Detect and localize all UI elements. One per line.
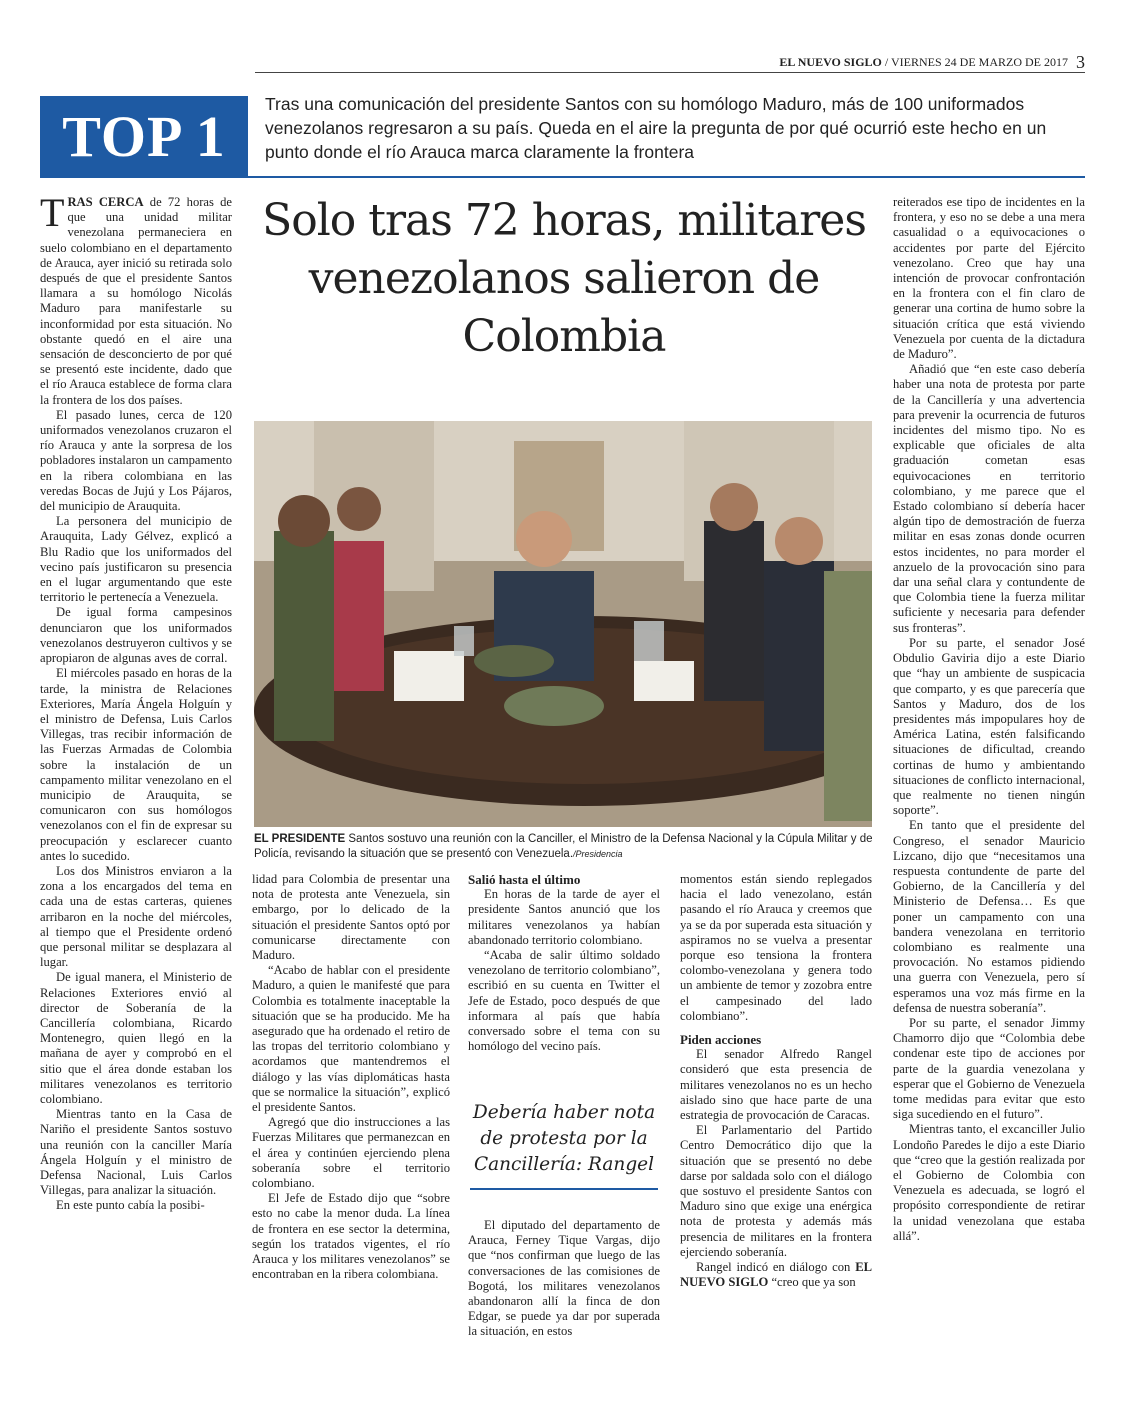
paragraph: Rangel indicó en diálogo con EL NUEVO SIGLO “creo que ya son: [680, 1260, 872, 1290]
page-header: EL NUEVO SIGLO / VIERNES 24 DE MARZO DE 2017 3: [779, 52, 1085, 72]
paragraph: De igual manera, el Ministerio de Relaciones Exteriores envió al director de Soberanía de la Cancillería colombiana, Ricardo Montenegro, quien llegó en la mañana de ayer y comprobó en el sitio que el área donde estaban los militares venezolanos es territorio colombiano.: [40, 970, 232, 1106]
paragraph: lidad para Colombia de presentar una nota de protesta ante Venezuela, sin embargo, por lo delicado de la situación el presidente Santos optó por comunicarse directamente con Maduro.: [252, 872, 450, 963]
paragraph: De igual forma campesinos denunciaron que los uniformados venezolanos destruyeron cultivos y se apropiaron de algunas aves de corral.: [40, 605, 232, 666]
pull-quote-rule: [470, 1188, 658, 1190]
section-badge: [40, 96, 248, 178]
lead-caps: RAS CERCA: [67, 195, 144, 209]
article-column-5: [893, 195, 1085, 1244]
paragraph: El diputado del departamento de Arauca, Ferney Tique Vargas, dijo que “nos confirman que luego de las conversaciones de las comisiones de Bogotá, los militares venezolanos abandonaron allí la finca de don Edgar, se puede ya dar por superada la situación, en estos: [468, 1218, 660, 1339]
pull-quote: Debería haber nota de protesta por la Cancillería: Rangel: [472, 1102, 656, 1175]
paper-name: EL NUEVO SIGLO: [779, 55, 882, 69]
article-column-3-continued: [468, 1218, 660, 1340]
paragraph: El Parlamentario del Partido Centro Democrático dijo que la situación que se presentó no debe darse por saldada solo con el diálogo que sostuvo el presidente Santos con Maduro sino que exige una enérgica nota de protesta y además más presencia de militares en la frontera ejerciendo soberanía.: [680, 1123, 872, 1259]
paragraph: En tanto que el presidente del Congreso, el senador Mauricio Lizcano, dijo que “necesitamos una respuesta contundente de parte del Gobierno, de la Cancillería y del Ministerio de Defensa… Es que poner un campamento con una bandera venezolana en territorio colombiano es realmente una provocación. No estamos pidiendo una guerra con Venezuela, pero sí esperamos una voz más firme en la defensa de nuestra soberanía”.: [893, 818, 1085, 1015]
paragraph: Mientras tanto, el excanciller Julio Londoño Paredes le dijo a este Diario que “creo que la gestión realizada por el Gobierno de Colombia con Venezuela es adecuada, se logró el propósito correspondiente de retirar la unidad venezolana que estaba allá”.: [893, 1122, 1085, 1243]
article-column-3: [468, 872, 660, 1054]
lead-paragraph: TRAS CERCA de 72 horas de que una unidad militar venezolana permaneciera en suelo colombiano en el departamento de Arauca, ayer inició su retirada solo después de que el presidente Santos llamara a su homólogo Nicolás Maduro para manifestarle su inconformidad por esta situación. No obstante quedó en el aire una sensación de desconcierto de por qué se presentó este incidente, dado que el río Arauca establece de forma clara la frontera de los dos países.: [40, 190, 232, 407]
article-column-1: [40, 190, 232, 1214]
paper-name-inline: EL NUEVO SIGLO: [680, 1260, 872, 1290]
paragraph: En este punto cabía la posibi-: [56, 1198, 205, 1213]
paragraph: Por su parte, el senador José Obdulio Gaviria dijo a este Diario que “hay un ambiente de suspicacia que comparto, y es que parecería que Santos y Maduro, dos de los presidentes más impopulares hoy de América Latina, estén falsificando situaciones de dificultad, creando cortinas de humo y ambientando situaciones de conflicto internacional, que realmente no tienen ningún soporte”.: [893, 635, 1085, 818]
drop-cap: T: [40, 190, 65, 235]
header-rule: [255, 72, 1085, 73]
paragraph: Agregó que dio instrucciones a las Fuerzas Militares que permanezcan en el área y continúen ejerciendo plena soberanía sobre el territorio colombiano.: [252, 1115, 450, 1191]
paragraph: En horas de la tarde de ayer el presidente Santos anunció que los militares venezolanos ya habían abandonado territorio colombiano.: [468, 887, 660, 947]
paragraph: La personera del municipio de Arauquita, Lady Gélvez, explicó a Blu Radio que los uniformados del vecino país justificaron su presencia en el lugar argumentando que este territorio le pertenecía a Venezuela.: [40, 514, 232, 605]
caption-lead: EL PRESIDENTE: [254, 833, 346, 845]
section-label: TOP 1: [62, 104, 226, 169]
issue-date: VIERNES 24 DE MARZO DE 2017: [891, 55, 1068, 69]
subheading: Piden acciones: [680, 1032, 762, 1048]
page-number: 3: [1076, 52, 1085, 72]
article-column-2: [252, 872, 450, 1282]
article-column-4: [680, 872, 872, 1290]
paragraph: El pasado lunes, cerca de 120 uniformados venezolanos cruzaron el río Arauca y ante la sorpresa de los pobladores instalaron un campamento en la ribera colombiana en las veredas Bocas de Jujú y Los Pájaros, del municipio de Arauquita.: [40, 407, 232, 514]
subheading: Salió hasta el último: [468, 872, 581, 887]
photo-credit: /Presidencia: [573, 849, 623, 859]
paragraph: “Acaba de salir último soldado venezolano de territorio colombiano”, escribió en su cuenta en Twitter el Jefe de Estado, poco después de que informara al país que había conversado sobre el tema con su homólogo del vecino país.: [468, 948, 660, 1054]
paragraph: “Acabo de hablar con el presidente Maduro, a quien le manifesté que para Colombia es totalmente inaceptable la situación que se ha producido. Me ha asegurado que ha ordenado el retiro de las tropas del territorio colombiano y acordamos que mantendremos el diálogo y las vías diplomáticas hasta que se normalice la situación”, explicó el presidente Santos.: [252, 963, 450, 1115]
photo-caption: EL PRESIDENTE Santos sostuvo una reunión con la Canciller, el Ministro de la Defensa Nacional y la Cúpula Militar y de Policía, revisando la situación que se presentó con Venezuela./Presidencia: [254, 833, 873, 860]
paragraph: El miércoles pasado en horas de la tarde, la ministra de Relaciones Exteriores, María Ángela Holguín y el ministro de Defensa, Luis Carlos Villegas, tras recibir información de las Fuerzas Armadas de Colombia sobre la instalación de un campamento militar venezolano en el municipio de Arauquita, se comunicaron con sus homólogos venezolanos con el fin de expresar su preocupación y esclarecer cuanto antes lo sucedido.: [40, 666, 232, 863]
paragraph: Por su parte, el senador Jimmy Chamorro dijo que “Colombia debe condenar este tipo de acciones por parte de la guardia venezolana y esperar que el Gobierno de Venezuela tome medidas para evitar que esto siga sucediendo en el futuro”.: [893, 1015, 1085, 1122]
kicker-rule: [248, 176, 1085, 178]
headline: Solo tras 72 horas, militares venezolanos salieron de Colombia: [262, 195, 866, 362]
paragraph: momentos están siendo replegados hacia el lado venezolano, están pasando el río Arauca y creemos que ya se da por superada esta situación y aspiramos no se vuelva a presentar porque eso tensiona la frontera colombo-venezolana y genera todo un ambiente de temor y zozobra entre el campesinado del lado colombiano”.: [680, 872, 872, 1023]
photo-illustration: [254, 421, 872, 827]
paragraph: reiterados ese tipo de incidentes en la frontera, y eso no se debe a una mera casualidad o a equivocaciones o accidentes por parte del Ejército venezolano. Creo que hay una intención de provocar confrontación en la frontera con el fin claro de generar una cortina de humo sobre la situación crítica que está viviendo Venezuela por cuenta de la dictadura de Maduro”.: [893, 195, 1085, 362]
paragraph: Los dos Ministros enviaron a la zona a los encargados del tema en cada una de estas carteras, quienes arribaron en la noche del miércoles, al tiempo que el Presidente ordenó que personal militar se desplazara al lugar.: [40, 863, 232, 970]
paragraph: Añadió que “en este caso debería haber una nota de protesta por parte de la Cancillería y una advertencia para prevenir la ocurrencia de futuros incidentes del mismo tipo. No es explicable que oficiales de alta graduación cometan esas equivocaciones en territorio colombiano, y me parece que el Estado colombiano sí debería hacer algún tipo de demostración de fuerza militar en esas zonas donde ocurren estos incidentes, no para morder el anzuelo de la provocación sino para dar una señal clara y contundente de que Colombia tiene la fuerza militar suficiente y necesaria para defender sus fronteras”.: [893, 362, 1085, 635]
paragraph: Mientras tanto en la Casa de Nariño el presidente Santos sostuvo una reunión con la canciller María Ángela Holguín y el ministro de Defensa Nacional, Luis Carlos Villegas, para analizar la situación.: [40, 1107, 232, 1198]
kicker: Tras una comunicación del presidente Santos con su homólogo Maduro, más de 100 uniformados venezolanos regresaron a su país. Queda en el aire la pregunta de por qué ocurrió este hecho en un punto donde el río Arauca marca claramente la frontera: [265, 94, 1047, 162]
paragraph: El Jefe de Estado dijo que “sobre esto no cabe la menor duda. La línea de frontera en ese sector la determina, según los tratados vigentes, el río Arauca y los militares venezolanos” se encontraban en la ribera colombiana.: [252, 1191, 450, 1282]
paragraph: El senador Alfredo Rangel consideró que esta presencia de militares venezolanos no es un hecho aislado sino que hace parte de una estrategia de provocación de Caracas.: [680, 1047, 872, 1123]
meeting-photo: [254, 421, 872, 827]
